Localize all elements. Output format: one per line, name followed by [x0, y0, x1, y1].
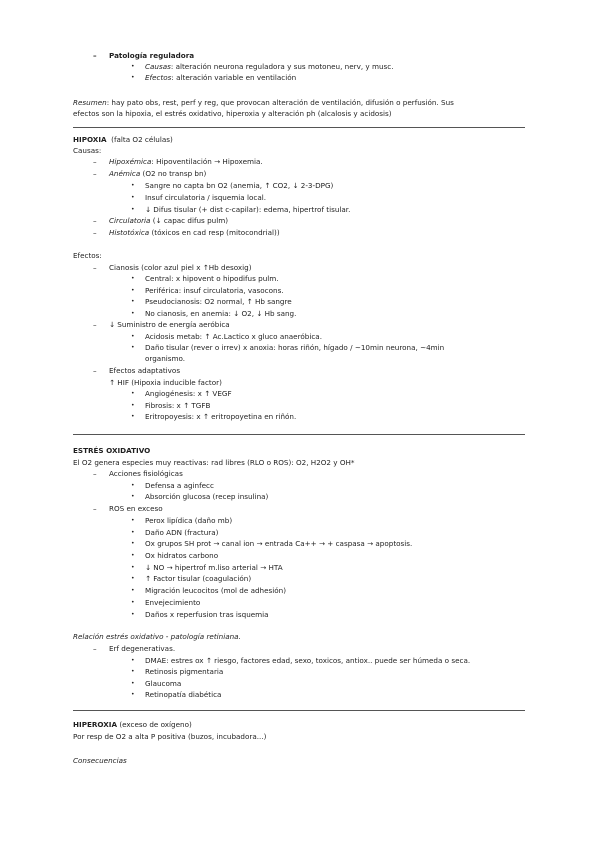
estres-heading: ESTRÉS OXIDATIVO: [73, 446, 151, 455]
list-item: • Angiogénesis: x ↑ VEGF: [145, 389, 232, 399]
list-item: • Daños x reperfusion tras isquemia: [145, 610, 269, 620]
causa-hipoxemica: – Hipoxémica: Hipoventilación → Hipoxemia.: [109, 157, 263, 167]
hif-line: ↑ HIF (Hipoxia inducible factor): [109, 378, 222, 387]
causa-anemica: – Anémica (O2 no transp bn): [109, 169, 206, 179]
list-item: • Glaucoma: [145, 679, 181, 689]
list-item: • No cianosis, en anemia: ↓ O2, ↓ Hb sang.: [145, 309, 296, 319]
list-item: • Sangre no capta bn O2 (anemia, ↑ CO2, ↓ 2-3-DPG): [145, 181, 333, 191]
estres-intro: El O2 genera especies muy reactivas: rad libres (RLO o ROS): O2, H2O2 y OH*: [73, 458, 355, 467]
list-item-continuation: organismo.: [145, 354, 186, 363]
list-item: • Retinosis pigmentaria: [145, 667, 223, 677]
divider: [73, 127, 525, 128]
list-item: • Absorción glucosa (recep insulina): [145, 492, 268, 502]
list-item: • Fibrosis: x ↑ TGFB: [145, 401, 210, 411]
list-item: • ↑ Factor tisular (coagulación): [145, 574, 251, 584]
list-item: • Daño ADN (fractura): [145, 528, 218, 538]
consecuencias-heading: Consecuencias: [73, 756, 127, 765]
list-item: • Envejecimiento: [145, 598, 200, 608]
causa-circulatoria: – Circulatoria (↓ capac difus pulm): [109, 216, 228, 226]
list-item: • Central: x hipovent o hipodifus pulm.: [145, 274, 279, 284]
causa-histotoxica: – Histotóxica (tóxicos en cad resp (mitocondrial)): [109, 228, 280, 238]
list-item: • Daño tisular (rever o irrev) x anoxia: horas riñón, hígado / ~10min neurona, ~4min: [145, 343, 444, 353]
list-item: • DMAE: estres ox ↑ riesgo, factores edad, sexo, toxicos, antiox.. puede ser húmeda o seca.: [145, 656, 470, 666]
list-item: • Defensa a aginfecc: [145, 481, 214, 491]
ros-exceso: – ROS en exceso: [109, 504, 163, 514]
list-item: • Perox lipídica (daño mb): [145, 516, 232, 526]
resumen-line-1: Resumen: hay pato obs, rest, perf y reg, que provocan alteración de ventilación, difusión o perfusión. Sus: [73, 98, 454, 107]
list-item: • ↓ NO → hipertrof m.liso arterial → HTA: [145, 563, 283, 573]
efecto-adaptativos: – Efectos adaptativos: [109, 366, 180, 376]
list-item: • Ox hidratos carbono: [145, 551, 218, 561]
patologia-causas: • Causas: alteración neurona reguladora y sus motoneu, nerv, y musc.: [145, 62, 394, 72]
hiperoxia-heading: HIPEROXIA (exceso de oxígeno): [73, 720, 192, 729]
list-item: • ↓ Difus tisular (+ dist c-capilar): edema, hipertrof tisular.: [145, 205, 350, 215]
efectos-heading: Efectos:: [73, 251, 102, 260]
list-item: • Insuf circulatoria / isquemia local.: [145, 193, 266, 203]
list-item: • Eritropoyesis: x ↑ eritropoyetina en riñón.: [145, 412, 296, 422]
relacion-heading: Relación estrés oxidativo - patología retiniana.: [73, 632, 241, 641]
efecto-cianosis: – Cianosis (color azul piel x ↑Hb desoxig): [109, 263, 252, 273]
list-item: • Periférica: insuf circulatoria, vasocons.: [145, 286, 284, 296]
acciones-fisiologicas: – Acciones fisiológicas: [109, 469, 183, 479]
list-item: • Acidosis metab: ↑ Ac.Lactico x gluco anaeróbica.: [145, 332, 322, 342]
divider: [73, 710, 525, 711]
hiperoxia-line: Por resp de O2 a alta P positiva (buzos, incubadora...): [73, 732, 267, 741]
list-item: • Ox grupos SH prot → canal ion → entrada Ca++ → + caspasa → apoptosis.: [145, 539, 412, 549]
resumen-line-2: efectos son la hipoxia, el estrés oxidativo, hiperoxia y alteración ph (alcalosis y acidosis): [73, 109, 392, 118]
list-item: • Pseudocianosis: O2 normal, ↑ Hb sangre: [145, 297, 292, 307]
patologia-heading: – Patología reguladora: [109, 51, 194, 61]
list-item: • Migración leucocitos (mol de adhesión): [145, 586, 286, 596]
efecto-suministro: – ↓ Suministro de energía aeróbica: [109, 320, 230, 330]
hipoxia-heading: HIPOXIA (falta O2 células): [73, 135, 173, 144]
list-item: • Retinopatía diabética: [145, 690, 221, 700]
patologia-efectos: • Efectos: alteración variable en ventilación: [145, 73, 296, 83]
erf-degenerativas: – Erf degenerativas.: [109, 644, 175, 654]
divider: [73, 434, 525, 435]
causas-heading: Causas:: [73, 146, 102, 155]
